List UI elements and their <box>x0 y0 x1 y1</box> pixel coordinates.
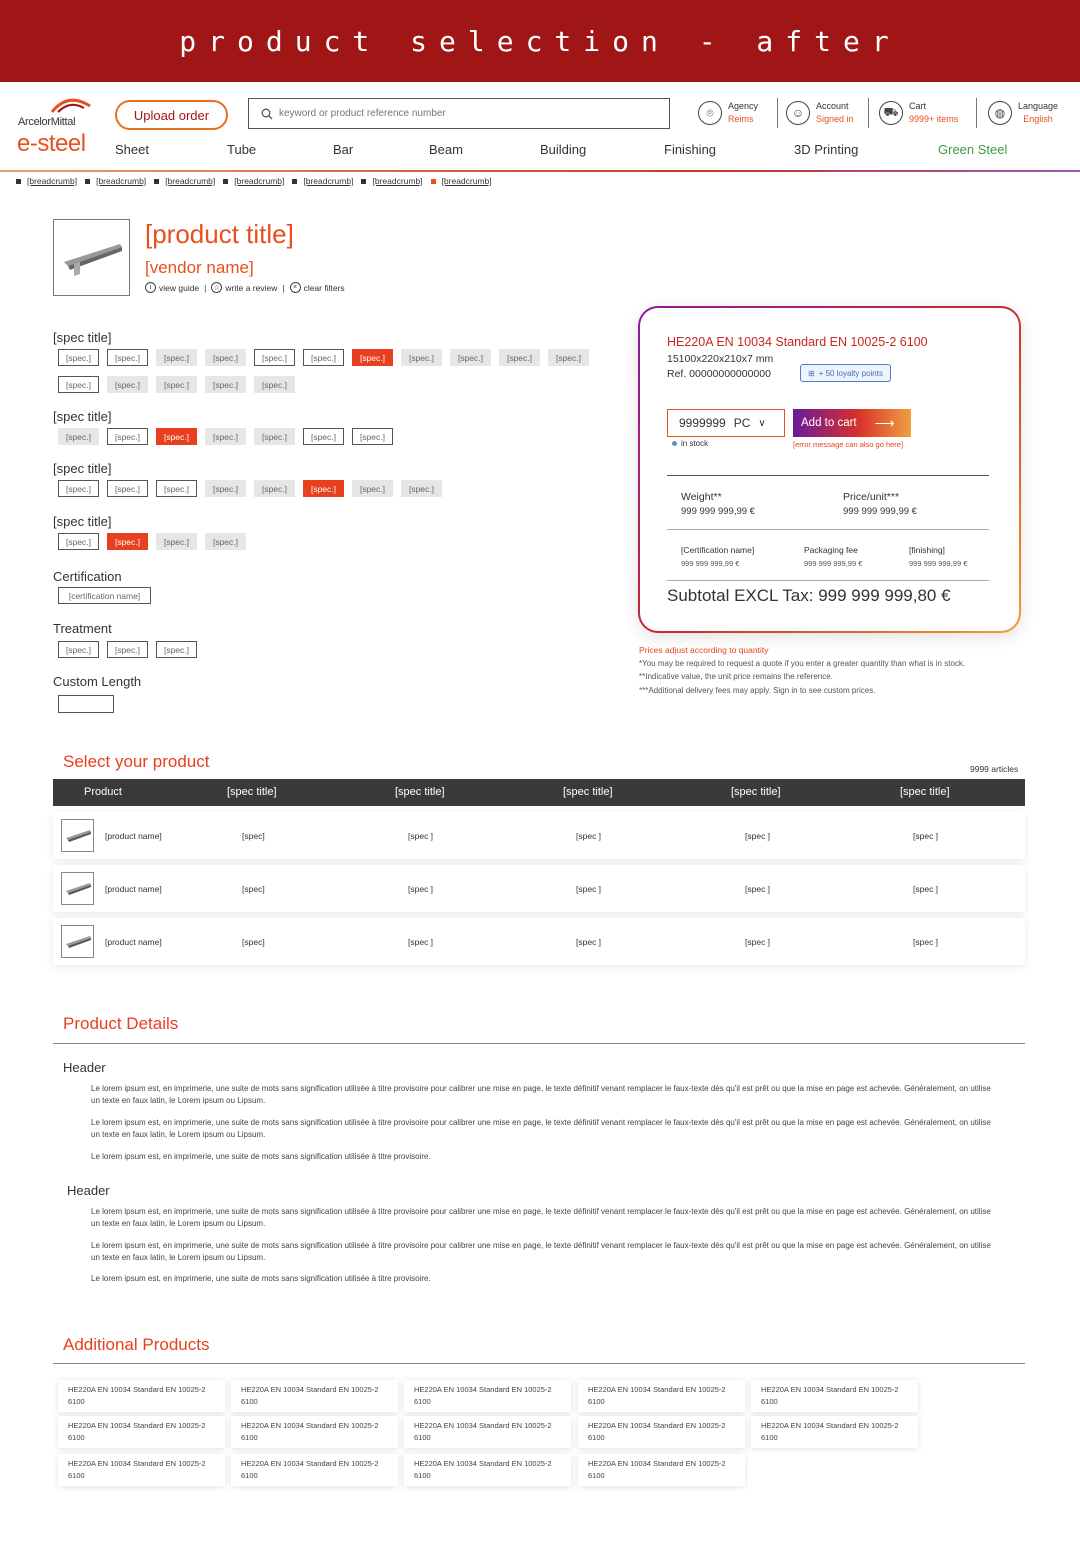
spec-chip[interactable]: [spec.] <box>58 349 99 366</box>
star-icon: ☆ <box>211 282 222 293</box>
product-title: [product title] <box>145 219 294 249</box>
spec-chip-selected[interactable]: [spec.] <box>352 349 393 366</box>
price-note: ***Additional delivery fees may apply. Sign in to see custom prices. <box>639 686 876 695</box>
header-separator <box>868 98 869 128</box>
language-label: Language <box>1018 101 1059 111</box>
spec-cell: [spec ] <box>745 884 771 894</box>
clear-filters-link[interactable]: clear filters <box>303 282 345 293</box>
user-icon: ☺ <box>786 101 810 125</box>
spec-cell: [spec ] <box>913 831 939 841</box>
agency-value: Reims <box>728 114 754 124</box>
table-row[interactable] <box>53 918 1025 965</box>
custom-length-title: Custom Length <box>53 674 142 689</box>
table-row[interactable] <box>53 812 1025 859</box>
additional-product-card[interactable]: HE220A EN 10034 Standard EN 10025-2 6100 <box>58 1380 225 1412</box>
price-note: **Indicative value, the unit price remains the reference. <box>639 672 833 681</box>
spec-chip[interactable]: [spec.] <box>58 533 99 550</box>
spec-chip-row <box>58 349 597 366</box>
separator: | <box>204 282 207 293</box>
price-unit-value: 999 999 999,99 € <box>843 506 917 517</box>
location-pin-icon: ⌾ <box>698 101 722 125</box>
additional-product-card[interactable]: HE220A EN 10034 Standard EN 10025-2 6100 <box>404 1416 571 1448</box>
spec-chip[interactable]: [spec.] <box>205 533 246 550</box>
spec-chip[interactable]: [spec.] <box>303 349 344 366</box>
spec-chip[interactable]: [spec.] <box>352 480 393 497</box>
nav-building[interactable]: Building <box>540 142 587 157</box>
spec-cell: [spec ] <box>408 884 434 894</box>
account-menu[interactable] <box>786 96 854 130</box>
additional-products-title: Additional Products <box>63 1335 210 1354</box>
spec-chip[interactable]: [spec.] <box>107 480 148 497</box>
spec-cell: [spec ] <box>913 937 939 947</box>
separator: | <box>282 282 285 293</box>
quantity-value: 9999999 <box>679 416 726 430</box>
cart-label: Cart <box>909 101 927 111</box>
nav-green-steel[interactable]: Green Steel <box>938 142 1008 157</box>
stock-text: in stock <box>681 439 709 448</box>
error-message: [error message can also go here] <box>793 440 904 449</box>
treatment-chip[interactable]: [spec.] <box>156 641 197 658</box>
item-title: HE220A EN 10034 Standard EN 10025-2 6100 <box>667 335 928 349</box>
additional-product-card[interactable]: HE220A EN 10034 Standard EN 10025-2 6100 <box>578 1416 745 1448</box>
column-header[interactable]: Product <box>84 786 122 798</box>
spec-chip-row <box>58 428 401 445</box>
breadcrumb-item[interactable]: [breadcrumb] <box>16 176 77 186</box>
clear-icon: × <box>290 282 301 293</box>
spec-chip[interactable]: [spec.] <box>303 428 344 445</box>
language-selector[interactable] <box>988 96 1058 130</box>
spec-chip[interactable]: [spec.] <box>254 480 295 497</box>
beam-image-icon <box>64 827 92 845</box>
select-product-title: Select your product <box>63 752 210 771</box>
header-separator <box>976 98 977 128</box>
spec-chip[interactable]: [spec.] <box>401 480 442 497</box>
detail-paragraph: Le lorem ipsum est, en imprimerie, une suite de mots sans signification utilisée à titre provisoire pour calibrer une mise en page, le texte définitif venant remplacer le faux-texte dès qu'il est prêt ou que la mise en page est achevée. Généralement, on utilise un texte en faux latin, le Lorem ipsum ou Lipsum. <box>91 1241 991 1262</box>
spec-chip[interactable]: [spec.] <box>450 349 491 366</box>
subtotal: Subtotal EXCL Tax: 999 999 999,80 € <box>667 586 951 605</box>
beam-image-icon <box>60 238 124 278</box>
nav-sheet[interactable]: Sheet <box>115 142 149 157</box>
spec-group-title: [spec title] <box>53 409 112 424</box>
additional-product-card[interactable]: HE220A EN 10034 Standard EN 10025-2 6100 <box>578 1380 745 1412</box>
finishing-fee-value: 999 999 999,99 € <box>909 559 968 568</box>
spec-chip-selected[interactable]: [spec.] <box>156 428 197 445</box>
spec-cell: [spec ] <box>576 831 602 841</box>
additional-product-card[interactable]: HE220A EN 10034 Standard EN 10025-2 6100 <box>751 1416 918 1448</box>
column-header[interactable]: [spec title] <box>395 786 445 798</box>
spec-cell: [spec ] <box>745 831 771 841</box>
price-unit-label: Price/unit*** <box>843 491 900 503</box>
spec-chip[interactable]: [spec.] <box>107 376 148 393</box>
spec-chip[interactable]: [spec.] <box>254 428 295 445</box>
spec-chip[interactable]: [spec.] <box>205 428 246 445</box>
spec-chip[interactable]: [spec.] <box>401 349 442 366</box>
additional-product-card[interactable]: HE220A EN 10034 Standard EN 10025-2 6100 <box>58 1454 225 1486</box>
spec-chip[interactable]: [spec.] <box>499 349 540 366</box>
upload-order-button[interactable]: Upload order <box>115 100 228 130</box>
article-count: 9999 articles <box>970 764 1019 774</box>
product-details-title: Product Details <box>63 1014 179 1033</box>
add-to-cart-button[interactable] <box>793 409 911 437</box>
product-name-cell: [product name] <box>105 831 162 841</box>
spec-chip-row <box>58 480 450 497</box>
spec-chip-row <box>58 376 303 393</box>
detail-paragraph: Le lorem ipsum est, en imprimerie, une suite de mots sans signification utilisée à titre provisoire. <box>91 1152 431 1161</box>
beam-image-icon <box>64 933 92 951</box>
additional-product-card[interactable]: HE220A EN 10034 Standard EN 10025-2 6100 <box>231 1416 398 1448</box>
arrow-right-icon: ⟶ <box>874 414 895 431</box>
spec-cell: [spec ] <box>576 937 602 947</box>
weight-label: Weight** <box>681 491 722 503</box>
column-header[interactable]: [spec title] <box>227 786 277 798</box>
finishing-fee-label: [finishing] <box>909 545 945 555</box>
treatment-title: Treatment <box>53 621 112 636</box>
banner-title: product selection - after <box>179 24 901 58</box>
additional-product-card[interactable]: HE220A EN 10034 Standard EN 10025-2 6100 <box>58 1416 225 1448</box>
stock-status <box>672 439 708 448</box>
certification-fee-value: 999 999 999,99 € <box>681 559 740 568</box>
breadcrumb-item[interactable]: [breadcrumb] <box>361 176 422 186</box>
vendor-name[interactable]: [vendor name] <box>145 258 254 277</box>
spec-chip-selected[interactable]: [spec.] <box>303 480 344 497</box>
packaging-fee-label: Packaging fee <box>804 545 858 555</box>
nav-tube[interactable]: Tube <box>227 142 257 157</box>
additional-product-card[interactable]: HE220A EN 10034 Standard EN 10025-2 6100 <box>231 1380 398 1412</box>
item-reference: Ref. 00000000000000 <box>667 368 771 380</box>
site-header <box>0 82 1080 172</box>
certification-fee-label: [Certification name] <box>681 545 755 555</box>
table-row[interactable] <box>53 865 1025 912</box>
detail-header: Header <box>63 1060 106 1075</box>
breadcrumb <box>16 176 500 186</box>
breadcrumb-item[interactable]: [breadcrumb] <box>292 176 353 186</box>
cart-icon: ⛟ <box>879 101 903 125</box>
certification-title: Certification <box>53 569 122 584</box>
spec-group-title: [spec title] <box>53 330 112 345</box>
spec-chip[interactable]: [spec.] <box>58 376 99 393</box>
price-note: *You may be required to request a quote if you enter a greater quantity than what is in stock. <box>639 659 966 668</box>
top-banner <box>0 0 1080 82</box>
packaging-fee-value: 999 999 999,99 € <box>804 559 863 568</box>
spec-chip[interactable]: [spec.] <box>254 376 295 393</box>
item-dimensions: 15100x220x210x7 mm <box>667 353 774 365</box>
spec-cell: [spec] <box>242 937 265 947</box>
search-input[interactable] <box>279 108 659 119</box>
cart-button[interactable] <box>879 96 958 130</box>
spec-chip-row <box>58 533 254 550</box>
breadcrumb-item[interactable]: [breadcrumb] <box>223 176 284 186</box>
spec-chip[interactable]: [spec.] <box>58 480 99 497</box>
nav-beam[interactable]: Beam <box>429 142 463 157</box>
logo-brand[interactable]: ArcelorMittal <box>18 116 76 128</box>
spec-cell: [spec] <box>242 884 265 894</box>
divider <box>667 580 989 581</box>
spec-cell: [spec ] <box>913 884 939 894</box>
treatment-chip[interactable]: [spec.] <box>107 641 148 658</box>
breadcrumb-item[interactable]: [breadcrumb] <box>154 176 215 186</box>
additional-product-card[interactable]: HE220A EN 10034 Standard EN 10025-2 6100 <box>404 1380 571 1412</box>
breadcrumb-item[interactable]: [breadcrumb] <box>85 176 146 186</box>
spec-chip[interactable]: [spec.] <box>205 349 246 366</box>
gift-icon: ⊞ <box>808 368 815 378</box>
spec-cell: [spec ] <box>408 937 434 947</box>
detail-header: Header <box>67 1183 110 1198</box>
arcelormittal-logo-icon <box>50 96 92 114</box>
detail-paragraph: Le lorem ipsum est, en imprimerie, une suite de mots sans signification utilisée à titre provisoire pour calibrer une mise en page, le texte définitif venant remplacer le faux-texte dès qu'il est prêt ou que la mise en page est achevée. Généralement, on utilise un texte en faux latin, le Lorem ipsum ou Lipsum. <box>91 1207 991 1228</box>
spec-chip[interactable]: [spec.] <box>107 428 148 445</box>
chevron-down-icon: ∨ <box>758 417 766 429</box>
spec-group-title: [spec title] <box>53 514 112 529</box>
column-header[interactable]: [spec title] <box>731 786 781 798</box>
breadcrumb-item-current[interactable]: [breadcrumb] <box>431 176 492 186</box>
additional-product-card[interactable]: HE220A EN 10034 Standard EN 10025-2 6100 <box>404 1454 571 1486</box>
add-to-cart-label: Add to cart <box>801 417 857 429</box>
product-thumbnail <box>53 219 130 296</box>
spec-chip[interactable]: [spec.] <box>156 480 197 497</box>
product-thumbnail <box>61 925 94 958</box>
spec-chip[interactable]: [spec.] <box>107 349 148 366</box>
loyalty-badge <box>800 364 891 382</box>
additional-product-card[interactable]: HE220A EN 10034 Standard EN 10025-2 6100 <box>751 1380 918 1412</box>
additional-product-card[interactable]: HE220A EN 10034 Standard EN 10025-2 6100 <box>578 1454 745 1486</box>
cart-value: 9999+ items <box>909 114 959 124</box>
loyalty-text: + 50 loyalty points <box>818 368 883 378</box>
header-separator <box>777 98 778 128</box>
product-name-cell: [product name] <box>105 884 162 894</box>
price-note-title: Prices adjust according to quantity <box>639 645 769 655</box>
spec-cell: [spec ] <box>745 937 771 947</box>
account-label: Account <box>816 101 849 111</box>
spec-chip[interactable]: [spec.] <box>548 349 589 366</box>
view-guide-link[interactable]: view guide <box>159 282 200 293</box>
table-header <box>53 779 1025 806</box>
write-review-link[interactable]: write a review <box>225 282 278 293</box>
spec-chip[interactable]: [spec.] <box>58 428 99 445</box>
logo-esteel[interactable]: e-steel <box>17 130 86 157</box>
custom-length-input[interactable] <box>58 695 114 713</box>
product-name-cell: [product name] <box>105 937 162 947</box>
additional-product-card[interactable]: HE220A EN 10034 Standard EN 10025-2 6100 <box>231 1454 398 1486</box>
stock-dot-icon <box>672 441 677 446</box>
detail-paragraph: Le lorem ipsum est, en imprimerie, une suite de mots sans signification utilisée à titre provisoire pour calibrer une mise en page, le texte définitif venant remplacer le faux-texte dès qu'il est prêt ou que la mise en page est achevée. Généralement, on utilise un texte en faux latin, le Lorem ipsum ou Lipsum. <box>91 1084 991 1105</box>
weight-value: 999 999 999,99 € <box>681 506 755 517</box>
info-icon: i <box>145 282 156 293</box>
agency-label: Agency <box>728 101 759 111</box>
product-actions <box>145 282 345 293</box>
quantity-selector[interactable] <box>667 409 785 437</box>
divider <box>667 475 989 476</box>
agency-selector[interactable] <box>698 96 758 130</box>
column-header[interactable]: [spec title] <box>563 786 613 798</box>
section-divider <box>53 1043 1025 1044</box>
account-value: Signed in <box>816 114 854 124</box>
spec-chip[interactable]: [spec.] <box>156 349 197 366</box>
detail-paragraph: Le lorem ipsum est, en imprimerie, une suite de mots sans signification utilisée à titre provisoire. <box>91 1274 431 1283</box>
treatment-chip-row <box>58 641 205 658</box>
globe-icon: ◍ <box>988 101 1012 125</box>
spec-chip[interactable]: [spec.] <box>352 428 393 445</box>
column-header[interactable]: [spec title] <box>900 786 950 798</box>
purchase-card <box>638 306 1021 633</box>
section-divider <box>53 1363 1025 1364</box>
quantity-unit: PC <box>733 416 751 430</box>
header-divider <box>0 170 1080 172</box>
spec-chip[interactable]: [spec.] <box>205 376 246 393</box>
spec-chip[interactable]: [spec.] <box>156 533 197 550</box>
spec-chip[interactable]: [spec.] <box>254 349 295 366</box>
spec-cell: [spec ] <box>408 831 434 841</box>
divider <box>667 529 989 530</box>
product-thumbnail <box>61 819 94 852</box>
spec-cell: [spec] <box>242 831 265 841</box>
spec-chip[interactable]: [spec.] <box>156 376 197 393</box>
detail-paragraph: Le lorem ipsum est, en imprimerie, une suite de mots sans signification utilisée à titre provisoire pour calibrer une mise en page, le texte définitif venant remplacer le faux-texte dès qu'il est prêt ou que la mise en page est achevée. Généralement, on utilise un texte en faux latin, le Lorem ipsum ou Lipsum. <box>91 1118 991 1139</box>
nav-finishing[interactable]: Finishing <box>664 142 717 157</box>
nav-bar[interactable]: Bar <box>333 142 354 157</box>
search-box[interactable] <box>248 98 670 129</box>
nav-3d-printing[interactable]: 3D Printing <box>794 142 859 157</box>
product-thumbnail <box>61 872 94 905</box>
beam-image-icon <box>64 880 92 898</box>
spec-group-title: [spec title] <box>53 461 112 476</box>
search-icon <box>261 108 273 120</box>
spec-cell: [spec ] <box>576 884 602 894</box>
spec-chip[interactable]: [spec.] <box>205 480 246 497</box>
certification-chip[interactable]: [certification name] <box>58 587 151 604</box>
language-value: English <box>1023 114 1053 124</box>
spec-chip-selected[interactable]: [spec.] <box>107 533 148 550</box>
treatment-chip[interactable]: [spec.] <box>58 641 99 658</box>
